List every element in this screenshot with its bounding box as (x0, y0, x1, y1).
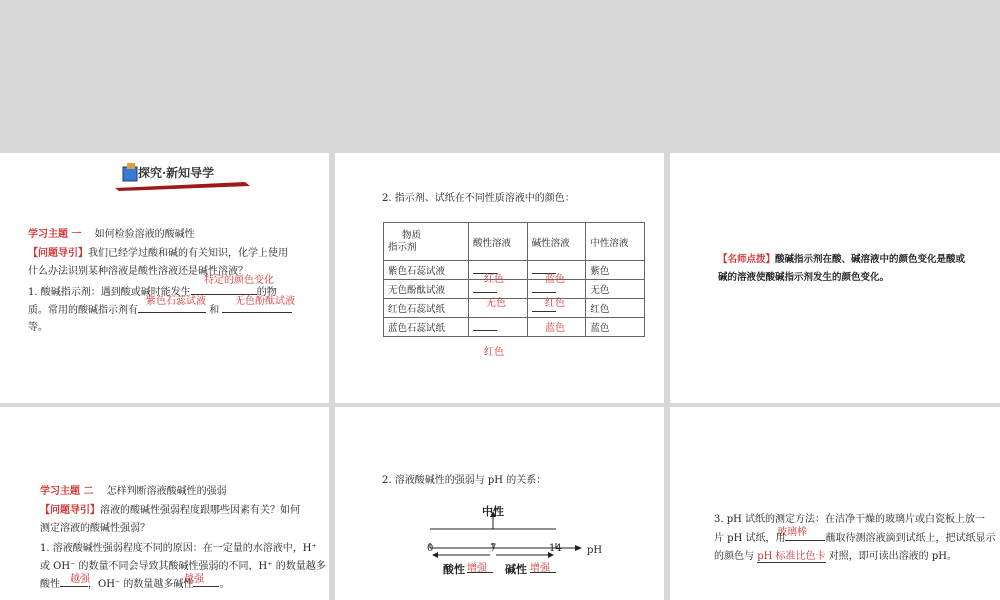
tip-line-2: 碱的溶液使酸碱指示剂发生的颜色变化。 (718, 272, 890, 283)
table-title: 2. 指示剂、试纸在不同性质溶液中的颜色： (382, 193, 575, 204)
method-text-3a: 的颜色与 (714, 551, 754, 562)
slide-panel-2 (335, 153, 664, 403)
method-text-2a: 片 pH 试纸，用 (714, 533, 786, 544)
cell-neutral: 红色 (586, 299, 645, 318)
answer-acid-increase: 增强 (467, 563, 487, 574)
answer-litmus-acid: 红色 (484, 274, 504, 285)
method-text-2b: 蘸取待测溶液滴到试纸上，把试纸显示 (825, 533, 996, 544)
guide-label: 【问题导引】 (28, 248, 88, 259)
tip-text-1: 酸碱指示剂在酸、碱溶液中的颜色变化是酸或 (775, 254, 966, 265)
topic-line-2 (40, 482, 227, 497)
blank-litmus (138, 301, 206, 313)
table-row (384, 261, 645, 280)
row-indicator-name: 紫色石蕊试液 (384, 261, 469, 280)
indicator-line-2 (28, 301, 292, 316)
guide-text-1: 我们已经学过酸和碱的有关知识，化学上使用 (88, 248, 288, 259)
tip-line-1 (718, 251, 965, 265)
tick-14: 14 (549, 543, 562, 554)
answer-base-increase: 增强 (530, 563, 550, 574)
guide-text-2-1: 溶液的酸碱性强弱程度跟哪些因素有关？如何 (100, 505, 300, 516)
blank-base-increase (530, 572, 556, 573)
answer-phenol-acid: 无色 (486, 298, 506, 309)
row-indicator-name: 无色酚酞试液 (384, 280, 469, 299)
acid-label: 酸性 (443, 563, 465, 576)
tick-7: 7 (490, 543, 497, 554)
blank-phenolphthalein (222, 301, 292, 313)
table-row (384, 280, 645, 299)
cell-acid (469, 318, 528, 337)
reason-text-3b: ，OH⁻ 的数量越多碱性 (88, 579, 194, 590)
slide-panel-3 (670, 153, 1000, 403)
topic-text-2: 怎样判断溶液酸碱性的强弱 (106, 486, 227, 497)
indicator-text-1b: 的物 (256, 287, 277, 298)
topic-line (28, 225, 195, 240)
guide-line-2: 什么办法识别某种溶液是酸性溶液还是碱性溶液？ (28, 266, 248, 277)
blank-base (193, 575, 219, 587)
blank-glass-rod (785, 529, 825, 541)
slide-panel-6 (670, 407, 1000, 600)
ph-scale-diagram (420, 507, 610, 567)
tick-0: 0 (427, 543, 434, 554)
row-indicator-name: 红色石蕊试纸 (384, 299, 469, 318)
reason-line-3 (40, 575, 229, 590)
ph-title: 2. 溶液酸碱性的强弱与 pH 的关系： (382, 475, 547, 486)
guide-line-2-2: 测定溶液的酸碱性强弱？ (40, 523, 150, 534)
slide-panel-1 (0, 153, 329, 403)
answer-litmus-base: 蓝色 (545, 274, 565, 285)
method-line-1: 3. pH 试纸的测定方法：在洁净干燥的玻璃片或白瓷板上放一 (714, 514, 986, 525)
indicator-line-3: 等。 (28, 322, 48, 333)
banner-title: 探究·新知导学 (138, 166, 215, 180)
method-line-3 (714, 547, 957, 562)
guide-label-2: 【问题导引】 (40, 505, 100, 516)
reason-text-3a: 酸性 (40, 579, 60, 590)
answer-glass-rod: 玻璃棒 (777, 527, 807, 538)
blank-acid (60, 575, 88, 587)
method-text-3b: 对照，即可读出溶液的 pH。 (828, 551, 957, 562)
header-corner-bottom: 指示剂 (388, 241, 417, 253)
answer-color-change: 特定的颜色变化 (204, 275, 274, 286)
guide-line-1 (28, 244, 288, 259)
method-line-2 (714, 529, 995, 544)
slide-panel-4 (0, 407, 329, 600)
header-neutral: 中性溶液 (586, 223, 645, 261)
base-label: 碱性 (505, 563, 527, 576)
header-corner-top: 物质 (402, 229, 422, 241)
header-acid: 酸性溶液 (469, 223, 528, 261)
cell-neutral: 蓝色 (586, 318, 645, 337)
tip-label: 【名师点拨】 (718, 254, 776, 265)
header-base: 碱性溶液 (527, 223, 586, 261)
answer-base-stronger: 越强 (184, 574, 204, 585)
answer-redpaper-base: 蓝色 (545, 323, 565, 334)
header-corner-cell (384, 223, 469, 261)
reason-text-3c: 。 (219, 579, 230, 590)
answer-phenolphthalein: 无色酚酞试液 (235, 296, 295, 307)
answer-acid-stronger: 越强 (70, 574, 90, 585)
reason-line-1: 1. 溶液酸碱性强弱程度不同的原因：在一定量的水溶液中，H⁺ (40, 543, 317, 554)
indicator-and: 和 (209, 305, 220, 316)
answer-color-card: pH 标准比色卡 (757, 551, 826, 562)
answer-phenol-base: 红色 (545, 298, 565, 309)
cell-neutral: 紫色 (586, 261, 645, 280)
row-indicator-name: 蓝色石蕊试纸 (384, 318, 469, 337)
topic-label: 学习主题 一 (28, 229, 82, 240)
blank-acid-increase (467, 572, 493, 573)
answer-bluepaper-acid: 红色 (484, 347, 504, 358)
table-header-row (384, 223, 645, 261)
ph-axis-unit: pH (587, 545, 603, 556)
indicator-text-1: 1. 酸碱指示剂：遇到酸或碱时能发生 (28, 287, 191, 298)
answer-litmus: 紫色石蕊试液 (146, 296, 206, 307)
reason-line-2: 或 OH⁻ 的数量不同会导致其酸碱性强弱的不同，H⁺ 的数量越多 (40, 561, 326, 572)
table-row (384, 318, 645, 337)
blank-line (473, 321, 497, 331)
cell-neutral: 无色 (586, 280, 645, 299)
indicator-table (383, 222, 645, 337)
neutral-label: 中性 (482, 505, 504, 518)
table-row (384, 299, 645, 318)
slide-panel-5 (335, 407, 664, 600)
guide-line-2-1 (40, 501, 300, 516)
topic-label-2: 学习主题 二 (40, 486, 94, 497)
topic-text: 如何检验溶液的酸碱性 (94, 229, 195, 240)
indicator-text-2: 质。常用的酸碱指示剂有 (28, 305, 138, 316)
